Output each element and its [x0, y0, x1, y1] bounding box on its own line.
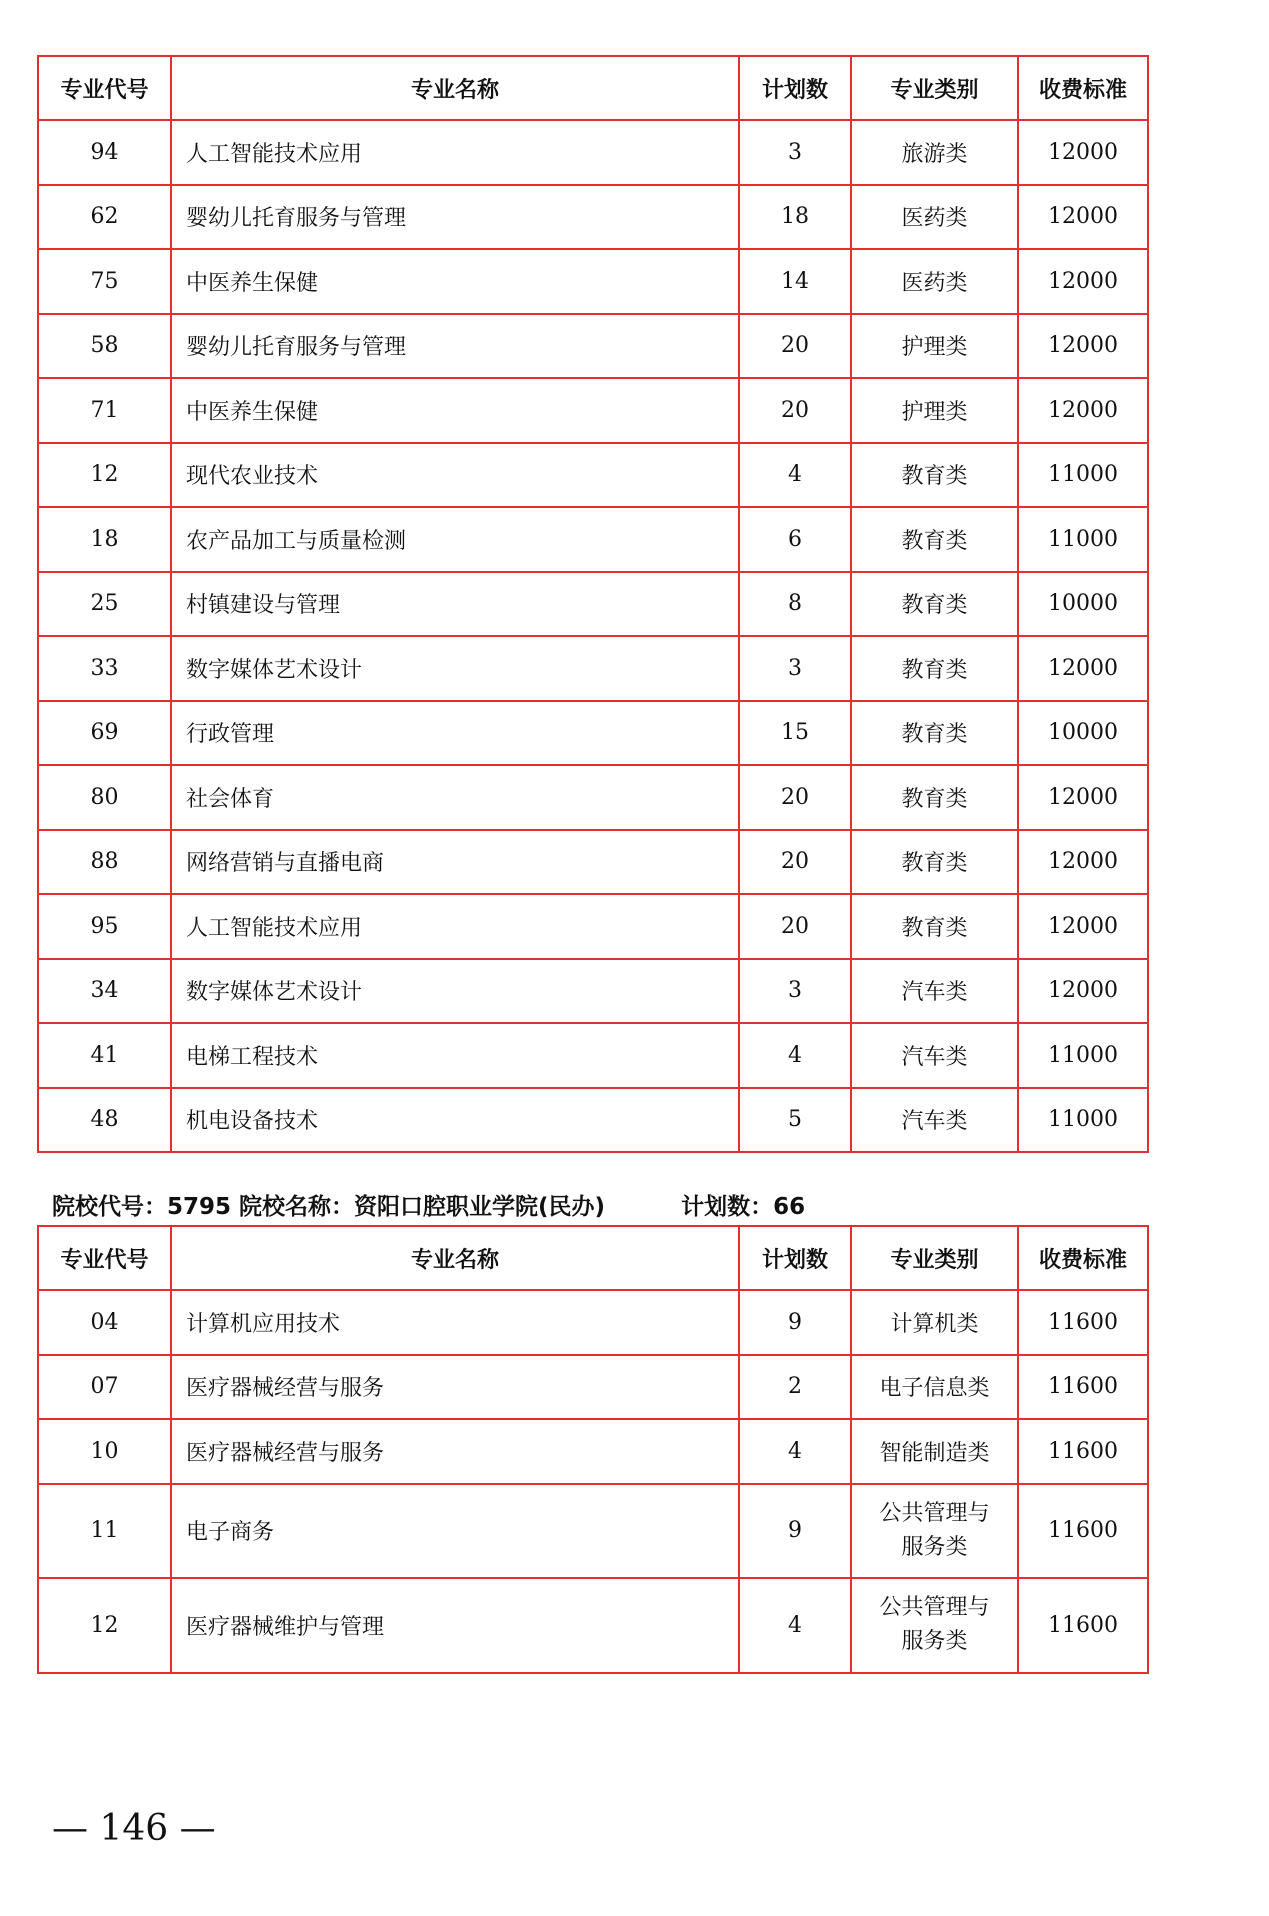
major-code: 41 — [38, 1023, 171, 1088]
tuition-fee: 12000 — [1018, 378, 1148, 443]
plan-count: 3 — [739, 959, 851, 1024]
major-code: 62 — [38, 185, 171, 250]
major-name: 中医养生保健 — [171, 378, 739, 443]
major-category: 医药类 — [851, 185, 1018, 250]
tuition-fee: 12000 — [1018, 314, 1148, 379]
plan-count: 20 — [739, 830, 851, 895]
school-name-label: 院校名称： — [239, 1194, 355, 1220]
tuition-fee: 12000 — [1018, 185, 1148, 250]
major-category: 教育类 — [851, 443, 1018, 508]
plan-count: 9 — [739, 1290, 851, 1355]
major-name: 电子商务 — [171, 1484, 739, 1579]
plan-count: 14 — [739, 249, 851, 314]
column-header-category: 专业类别 — [851, 56, 1018, 120]
tuition-fee: 11000 — [1018, 1088, 1148, 1153]
plan-count: 6 — [739, 507, 851, 572]
major-code: 71 — [38, 378, 171, 443]
tuition-fee: 12000 — [1018, 120, 1148, 185]
major-name: 社会体育 — [171, 765, 739, 830]
table-row — [38, 443, 1148, 508]
major-category: 教育类 — [851, 765, 1018, 830]
school-code-label: 院校代号： — [52, 1194, 167, 1220]
major-code: 33 — [38, 636, 171, 701]
plan-count: 9 — [739, 1484, 851, 1579]
tuition-fee: 12000 — [1018, 959, 1148, 1024]
plan-count: 5 — [739, 1088, 851, 1153]
table-row — [38, 249, 1148, 314]
tuition-fee: 10000 — [1018, 701, 1148, 766]
major-name: 医疗器械经营与服务 — [171, 1355, 739, 1420]
tuition-fee: 11600 — [1018, 1290, 1148, 1355]
page-number: — 146 — — [52, 1808, 216, 1849]
major-category: 教育类 — [851, 636, 1018, 701]
plan-count: 4 — [739, 1578, 851, 1673]
major-code: 11 — [38, 1484, 171, 1579]
major-name: 医疗器械维护与管理 — [171, 1578, 739, 1673]
tuition-fee: 11000 — [1018, 443, 1148, 508]
table-row — [38, 1290, 1148, 1355]
tuition-fee: 11000 — [1018, 1023, 1148, 1088]
major-name: 人工智能技术应用 — [171, 894, 739, 959]
plan-count: 20 — [739, 314, 851, 379]
admission-plan-table-1 — [37, 55, 1149, 1153]
major-name: 网络营销与直播电商 — [171, 830, 739, 895]
table-row — [38, 314, 1148, 379]
major-name: 现代农业技术 — [171, 443, 739, 508]
table-row — [38, 185, 1148, 250]
major-category: 旅游类 — [851, 120, 1018, 185]
major-category: 计算机类 — [851, 1290, 1018, 1355]
major-code: 80 — [38, 765, 171, 830]
table-row — [38, 830, 1148, 895]
major-name: 数字媒体艺术设计 — [171, 959, 739, 1024]
major-name: 数字媒体艺术设计 — [171, 636, 739, 701]
major-category: 电子信息类 — [851, 1355, 1018, 1420]
table-row — [38, 636, 1148, 701]
major-name: 行政管理 — [171, 701, 739, 766]
major-category: 医药类 — [851, 249, 1018, 314]
table-row — [38, 1484, 1148, 1579]
major-category-line2: 服务类 — [901, 1629, 968, 1655]
major-category-line1: 公共管理与 — [879, 1500, 990, 1526]
table-header-row — [38, 56, 1148, 120]
column-header-plan: 计划数 — [739, 56, 851, 120]
table-row — [38, 1578, 1148, 1673]
plan-count: 20 — [739, 378, 851, 443]
table-row — [38, 1419, 1148, 1484]
major-category: 汽车类 — [851, 1023, 1018, 1088]
tuition-fee: 11600 — [1018, 1484, 1148, 1579]
tuition-fee: 11600 — [1018, 1419, 1148, 1484]
plan-count: 18 — [739, 185, 851, 250]
plan-count: 4 — [739, 1419, 851, 1484]
column-header-code: 专业代号 — [38, 56, 171, 120]
plan-count: 15 — [739, 701, 851, 766]
major-code: 58 — [38, 314, 171, 379]
school-name: 资阳口腔职业学院(民办) — [354, 1194, 606, 1220]
major-category-line2: 服务类 — [901, 1534, 968, 1560]
major-name: 医疗器械经营与服务 — [171, 1419, 739, 1484]
major-category: 汽车类 — [851, 1088, 1018, 1153]
tuition-fee: 11000 — [1018, 507, 1148, 572]
school-info-header — [52, 1188, 805, 1221]
major-code: 12 — [38, 443, 171, 508]
school-plan-label: 计划数： — [681, 1194, 774, 1220]
major-code: 69 — [38, 701, 171, 766]
major-code: 04 — [38, 1290, 171, 1355]
major-category — [851, 1578, 1018, 1673]
major-category: 教育类 — [851, 701, 1018, 766]
table-row — [38, 572, 1148, 637]
major-category: 教育类 — [851, 572, 1018, 637]
table-row — [38, 378, 1148, 443]
table-header-row — [38, 1226, 1148, 1290]
major-category: 教育类 — [851, 507, 1018, 572]
tuition-fee: 12000 — [1018, 765, 1148, 830]
column-header-name: 专业名称 — [171, 56, 739, 120]
major-code: 88 — [38, 830, 171, 895]
plan-count: 20 — [739, 894, 851, 959]
table-row — [38, 507, 1148, 572]
table-row — [38, 959, 1148, 1024]
major-category: 护理类 — [851, 378, 1018, 443]
major-code: 34 — [38, 959, 171, 1024]
plan-count: 20 — [739, 765, 851, 830]
plan-count: 3 — [739, 120, 851, 185]
plan-count: 2 — [739, 1355, 851, 1420]
major-name: 电梯工程技术 — [171, 1023, 739, 1088]
major-code: 75 — [38, 249, 171, 314]
table-row — [38, 120, 1148, 185]
tuition-fee: 11600 — [1018, 1578, 1148, 1673]
major-name: 婴幼儿托育服务与管理 — [171, 185, 739, 250]
major-code: 94 — [38, 120, 171, 185]
admission-plan-table-2 — [37, 1225, 1149, 1674]
major-category: 智能制造类 — [851, 1419, 1018, 1484]
major-category: 教育类 — [851, 830, 1018, 895]
column-header-fee: 收费标准 — [1018, 56, 1148, 120]
major-code: 07 — [38, 1355, 171, 1420]
plan-count: 8 — [739, 572, 851, 637]
tuition-fee: 11600 — [1018, 1355, 1148, 1420]
school-plan-count: 66 — [773, 1194, 806, 1220]
major-category — [851, 1484, 1018, 1579]
tuition-fee: 12000 — [1018, 249, 1148, 314]
table-row — [38, 1023, 1148, 1088]
column-header-plan: 计划数 — [739, 1226, 851, 1290]
major-name: 婴幼儿托育服务与管理 — [171, 314, 739, 379]
major-name: 人工智能技术应用 — [171, 120, 739, 185]
major-category: 护理类 — [851, 314, 1018, 379]
major-category: 教育类 — [851, 894, 1018, 959]
school-code: 5795 — [167, 1194, 232, 1220]
table-row — [38, 1355, 1148, 1420]
table-row — [38, 894, 1148, 959]
column-header-name: 专业名称 — [171, 1226, 739, 1290]
major-code: 95 — [38, 894, 171, 959]
plan-count: 4 — [739, 443, 851, 508]
major-name: 村镇建设与管理 — [171, 572, 739, 637]
major-code: 18 — [38, 507, 171, 572]
major-name: 计算机应用技术 — [171, 1290, 739, 1355]
major-code: 10 — [38, 1419, 171, 1484]
major-code: 25 — [38, 572, 171, 637]
table-row — [38, 1088, 1148, 1153]
column-header-category: 专业类别 — [851, 1226, 1018, 1290]
table-row — [38, 765, 1148, 830]
major-name: 机电设备技术 — [171, 1088, 739, 1153]
tuition-fee: 12000 — [1018, 636, 1148, 701]
tuition-fee: 12000 — [1018, 830, 1148, 895]
plan-count: 4 — [739, 1023, 851, 1088]
plan-count: 3 — [739, 636, 851, 701]
major-code: 48 — [38, 1088, 171, 1153]
tuition-fee: 10000 — [1018, 572, 1148, 637]
table-row — [38, 701, 1148, 766]
column-header-fee: 收费标准 — [1018, 1226, 1148, 1290]
major-name: 中医养生保健 — [171, 249, 739, 314]
column-header-code: 专业代号 — [38, 1226, 171, 1290]
major-name: 农产品加工与质量检测 — [171, 507, 739, 572]
major-code: 12 — [38, 1578, 171, 1673]
major-category-line1: 公共管理与 — [879, 1595, 990, 1621]
tuition-fee: 12000 — [1018, 894, 1148, 959]
major-category: 汽车类 — [851, 959, 1018, 1024]
